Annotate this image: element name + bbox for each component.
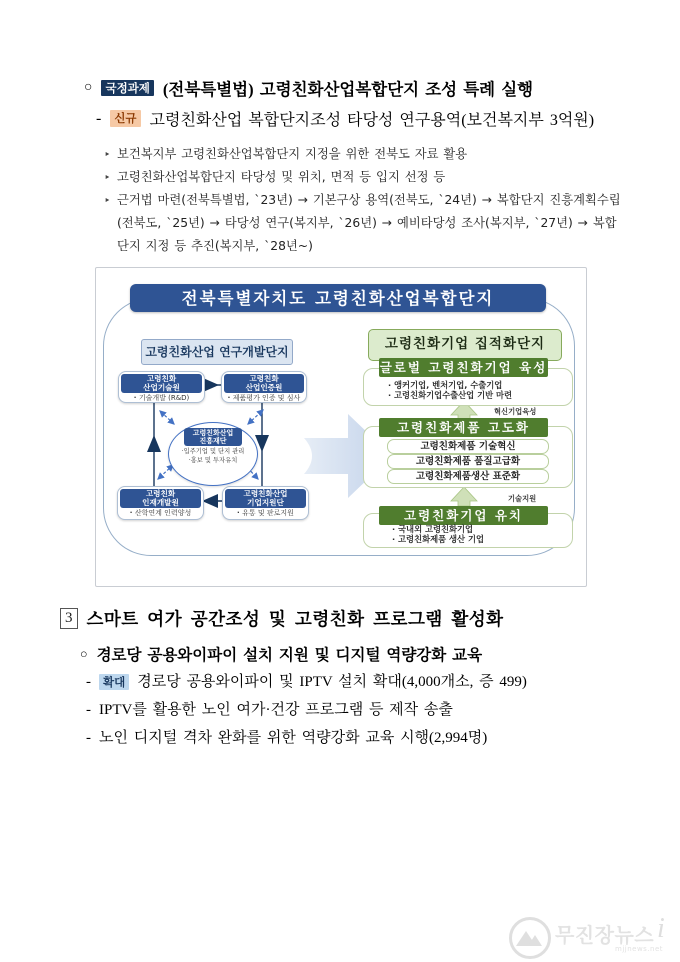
policy-badge: 국정과제 (101, 80, 153, 97)
node-title-line: 고령친화 (249, 374, 279, 383)
dash-marker: - (86, 702, 91, 718)
section-bullet: · 고령친화기업수출산업 기반 마련 (388, 391, 512, 401)
section-bullet: · 국내외 고령친화기업 (392, 525, 484, 535)
circle-marker: ○ (80, 646, 88, 661)
section-bullet: · 고령친화제품 생산 기업 (392, 535, 484, 545)
news-watermark (505, 913, 675, 961)
section-item-box: 고령친화제품 기술혁신 (387, 439, 549, 454)
dash-marker: - (86, 674, 91, 690)
node-certification-institute (221, 371, 307, 403)
node-bullets (169, 448, 257, 465)
node-hr-development-institute (117, 486, 204, 520)
node-bullet: · 산학연계 인력양성 (120, 508, 201, 519)
mountain-shape (528, 935, 542, 946)
section-banner-attract: 고령친화기업 유치 (379, 506, 548, 525)
watermark-i-mark: i (657, 913, 665, 944)
section-banner-product: 고령친화제품 고도화 (379, 418, 548, 437)
new-badge: 신규 (110, 110, 140, 127)
heading-1-text: (전북특별법) 고령친화산업복합단지 조성 특례 실행 (162, 80, 534, 99)
arrow-label: 기술지원 (508, 494, 537, 503)
section-3-item-text: 경로당 공용와이파이 및 IPTV 설치 확대(4,000개소, 증 499) (137, 674, 527, 690)
watermark-name: 무진장뉴스 (555, 923, 655, 947)
section-3-sub-text: 경로당 공용와이파이 설치 지원 및 디지털 역량강화 교육 (96, 647, 483, 664)
section-bullets (388, 381, 512, 400)
node-title-line: 고령친화산업 (243, 489, 288, 498)
circle-marker: ○ (84, 80, 93, 95)
dash-marker: - (96, 109, 102, 127)
section-3-item (60, 699, 625, 721)
dash-marker: - (86, 730, 91, 746)
watermark-url: mjjnews.net (615, 945, 664, 953)
section-banner-global: 글로벌 고령친화기업 육성 (379, 360, 548, 375)
node-bullet: · 입주기업 및 단지 관리 (169, 448, 257, 457)
section-item-box: 고령친화제품생산 표준화 (387, 469, 549, 484)
node-bullet: · 기술개발 (R&D) (121, 393, 202, 404)
top-text-block (84, 76, 624, 258)
section-3-item (60, 727, 625, 749)
expand-badge: 확대 (99, 674, 129, 691)
section-3-item (60, 671, 625, 693)
node-title-line: 산업기술원 (143, 382, 180, 392)
node-title-line: 고령친화 (145, 489, 176, 498)
heading-2-text: 고령친화산업 복합단지조성 타당성 연구용역(보건복지부 3억원) (149, 112, 595, 129)
heading-line-2 (84, 107, 624, 130)
node-bullet: · 제품평가 인증 및 심사 (224, 393, 304, 404)
section-item-box: 고령친화제품 품질고급화 (387, 454, 549, 469)
section-3-title: 스마트 여가 공간조성 및 고령친화 프로그램 활성화 (86, 610, 504, 630)
section-bullets (392, 525, 484, 544)
node-industry-tech-institute (118, 371, 205, 403)
section-3-item-text: IPTV를 활용한 노인 여가·건강 프로그램 등 제작 송출 (99, 702, 453, 718)
diagram-title: 전북특별자치도 고령친화산업복합단지 (130, 284, 546, 312)
node-bullet: · 홍보 및 투자유치 (169, 457, 257, 466)
node-title-line: 인재개발원 (142, 497, 179, 507)
section-bullet: · 앵커기업, 벤처기업, 수출기업 (388, 381, 512, 391)
industry-complex-diagram (95, 267, 587, 587)
node-business-support-group (222, 486, 309, 520)
right-group-header: 고령친화기업 집적화단지 (368, 329, 562, 361)
node-title (225, 489, 306, 508)
detail-bullet: ‣ 고령친화산업복합단지 타당성 및 위치, 면적 등 입지 선정 등 (104, 166, 628, 189)
arrow-label: 혁신기업육성 (494, 407, 537, 416)
node-title-line: 산업인증원 (245, 382, 283, 392)
left-group-header: 고령친화산업 연구개발단지 (141, 339, 293, 365)
node-title (121, 374, 202, 393)
node-title-line: 진흥재단 (199, 437, 227, 446)
node-title (184, 428, 242, 446)
heading-line-1 (84, 76, 624, 100)
section-3-heading (60, 606, 625, 631)
section-3-subheading (60, 643, 625, 665)
mountain-logo-icon (509, 917, 551, 959)
node-promotion-foundation (168, 422, 258, 486)
node-title-line: 기업지원단 (247, 497, 284, 507)
detail-bullet: ‣ 근거법 마련(전북특별법, `23년) → 기본구상 용역(전북도, `24년) → 복합단지 진흥계획수립 (전북도, `25년) → 타당성 연구(복지부, `26년) → 예비타당성 조사(복지부, `27년) → 복합단지 지정 등 추진(복지부, `28년~) (104, 189, 628, 258)
section-3-block (60, 600, 625, 749)
node-title-line: 고령친화산업 (192, 429, 234, 437)
detail-bullet: ‣ 보건복지부 고령친화산업복합단지 지정을 위한 전북도 자료 활용 (104, 143, 628, 166)
node-title (120, 489, 201, 508)
node-title (224, 374, 304, 393)
section-number-box: 3 (60, 608, 78, 629)
section-3-item-text: 노인 디지털 격차 완화를 위한 역량강화 교육 시행(2,994명) (99, 730, 488, 746)
detail-bullet-list (84, 143, 628, 258)
node-bullet: · 유통 및 판로지원 (225, 508, 306, 519)
node-title-line: 고령친화 (146, 374, 177, 383)
